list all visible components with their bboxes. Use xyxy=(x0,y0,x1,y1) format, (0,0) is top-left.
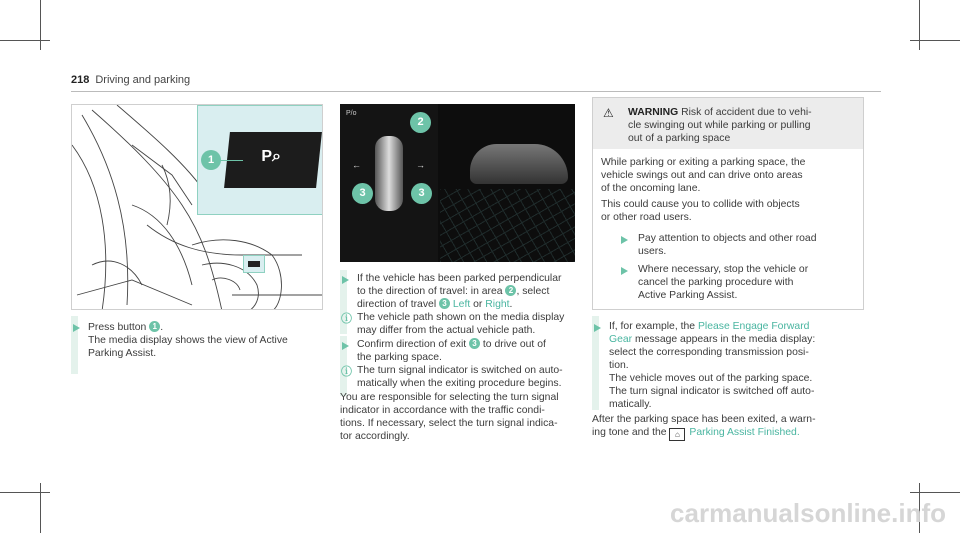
warning-text: This could cause you to collide with objects xyxy=(601,199,800,210)
page-header xyxy=(71,74,190,86)
responsibility-note xyxy=(340,391,600,443)
step-text: the parking space. xyxy=(357,352,442,363)
step-text: to drive out of xyxy=(480,339,546,350)
after-exit-note xyxy=(592,413,872,441)
right-option: Right xyxy=(485,299,510,310)
step-text: to the direction of travel: in area xyxy=(357,286,506,297)
marker-1: 1 xyxy=(149,321,160,332)
note-text: tions. If necessary, select the turn signal indica- xyxy=(340,418,558,429)
step-text: Press button xyxy=(88,322,150,333)
step-text: select the corresponding transmission posi- xyxy=(609,347,809,358)
step-text: tion. xyxy=(609,360,629,371)
warning-text: cancel the parking procedure with xyxy=(638,277,794,288)
warning-text: While parking or exiting a parking space, the xyxy=(601,157,806,168)
note-text: ing tone and the xyxy=(592,427,670,438)
step-confirm-exit xyxy=(357,338,597,364)
info-text: matically when the exiting procedure begins. xyxy=(357,378,562,389)
warning-title: WARNING xyxy=(628,107,679,118)
step-text: Confirm direction of exit xyxy=(357,339,470,350)
warning-body-1 xyxy=(601,156,861,195)
step-text: message appears in the media display: xyxy=(632,334,816,345)
step-text: The turn signal indicator is switched off auto- xyxy=(609,386,815,397)
message-parking-assist-finished: Parking Assist Finished. xyxy=(689,427,800,438)
info-text: The turn signal indicator is switched on auto- xyxy=(357,365,563,376)
warning-heading xyxy=(628,106,860,145)
header-rule xyxy=(71,91,881,92)
step-arrow-icon xyxy=(621,267,628,275)
warning-body-2 xyxy=(601,198,861,224)
console-illustration xyxy=(71,104,323,310)
marker-2: 2 xyxy=(410,112,431,133)
warning-text: Risk of accident due to vehi- xyxy=(681,107,812,118)
car-render xyxy=(470,144,568,184)
info-icon: ⓘ xyxy=(341,366,352,378)
crop-mark xyxy=(910,40,960,41)
marker-3: 3 xyxy=(469,338,480,349)
step-arrow-icon xyxy=(342,342,349,350)
parking-assist-icon: P⌕ xyxy=(261,148,281,165)
info-vehicle-path xyxy=(357,311,597,337)
vehicle-top-view xyxy=(375,136,403,211)
left-option: Left xyxy=(452,299,471,310)
warning-text: or other road users. xyxy=(601,212,692,223)
step-text: If, for example, the xyxy=(609,321,698,332)
step-press-button xyxy=(88,321,328,360)
crop-mark xyxy=(910,492,960,493)
note-text: You are responsible for selecting the turn signal xyxy=(340,392,559,403)
step-engage-gear xyxy=(609,320,869,411)
warning-text: users. xyxy=(638,246,667,257)
parking-assist-car-icon: ⌂ xyxy=(669,428,685,441)
warning-icon: ⚠ xyxy=(603,106,614,120)
message-gear: Gear xyxy=(609,334,633,345)
marker-3-left: 3 xyxy=(352,183,373,204)
info-text: The vehicle path shown on the media display xyxy=(357,312,565,323)
marker-3-right: 3 xyxy=(411,183,432,204)
step-text: The vehicle moves out of the parking space. xyxy=(609,373,813,384)
warning-text: Where necessary, stop the vehicle or xyxy=(638,264,809,275)
warning-text: Pay attention to objects and other road xyxy=(638,233,817,244)
warning-text: out of a parking space xyxy=(628,133,731,144)
crop-mark xyxy=(40,0,41,50)
crop-mark xyxy=(40,483,41,533)
page-number: 218 xyxy=(71,74,90,86)
warning-box xyxy=(592,97,864,310)
warning-text: Active Parking Assist. xyxy=(638,290,738,301)
watermark: carmanualsonline.info xyxy=(670,498,946,528)
button-thumbnail xyxy=(248,261,260,267)
crop-mark xyxy=(919,0,920,50)
message-please-engage-forward: Please Engage Forward xyxy=(697,321,810,332)
step-bar xyxy=(340,336,347,366)
step-text: If the vehicle has been parked perpendicular xyxy=(357,273,562,284)
info-turn-signal xyxy=(357,364,597,390)
floor-grid xyxy=(440,189,575,262)
step-arrow-icon xyxy=(594,324,601,332)
warning-text: of the oncoming lane. xyxy=(601,183,701,194)
step-arrow-icon xyxy=(621,236,628,244)
step-select-direction xyxy=(357,272,597,311)
step-text: . xyxy=(160,322,164,333)
left-arrow-icon: ← xyxy=(352,160,361,170)
crop-mark xyxy=(0,492,50,493)
media-display-image xyxy=(340,104,575,262)
step-text: Parking Assist. xyxy=(88,348,157,359)
section-title: Driving and parking xyxy=(95,74,191,86)
note-text: tor accordingly. xyxy=(340,431,410,442)
callout-1: 1 xyxy=(201,150,221,170)
marker-2: 2 xyxy=(505,285,516,296)
warning-step-pay-attention xyxy=(638,232,858,258)
warning-text: cle swinging out while parking or pulling xyxy=(628,120,811,131)
note-text: indicator in accordance with the traffic condi- xyxy=(340,405,545,416)
step-text: matically. xyxy=(609,399,652,410)
marker-3: 3 xyxy=(439,298,450,309)
right-arrow-icon: → xyxy=(416,160,425,170)
note-text: After the parking space has been exited, a warn- xyxy=(592,414,816,425)
step-arrow-icon xyxy=(73,324,80,332)
info-text: may differ from the actual vehicle path. xyxy=(357,325,536,336)
step-text: or xyxy=(470,299,486,310)
button-location-marker xyxy=(243,255,265,273)
step-text: direction of travel xyxy=(357,299,440,310)
info-icon: ⓘ xyxy=(341,313,352,325)
warning-step-stop xyxy=(638,263,858,302)
step-text: The media display shows the view of Active xyxy=(88,335,288,346)
step-text: , select xyxy=(516,286,550,297)
crop-mark xyxy=(0,40,50,41)
screen-label: P/o xyxy=(346,110,357,117)
step-text: . xyxy=(509,299,513,310)
warning-text: vehicle swings out and can drive onto areas xyxy=(601,170,803,181)
step-arrow-icon xyxy=(342,276,349,284)
